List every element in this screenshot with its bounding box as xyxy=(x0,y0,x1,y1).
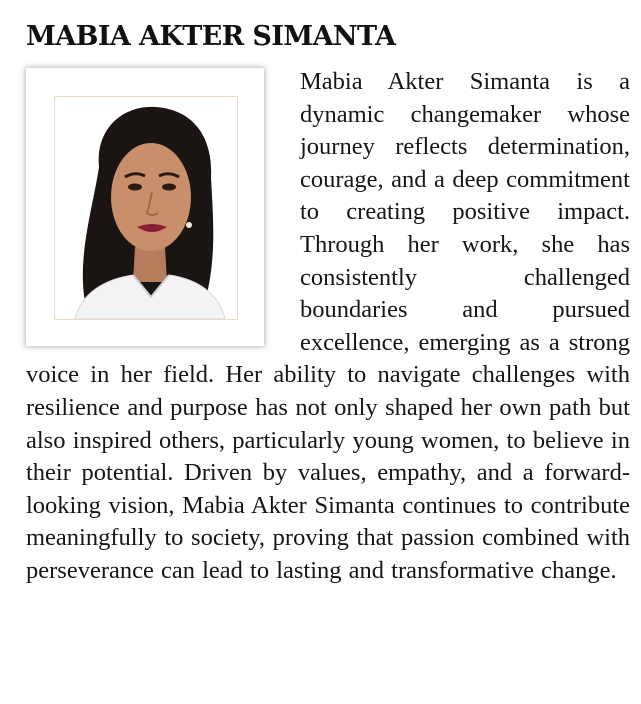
neck-shape xyxy=(133,247,167,282)
article xyxy=(26,18,630,588)
profile-bio-paragraph: Mabia Akter Simanta is a dynamic changemaker whose journey reflects determination, courage, and a deep commitment to creating positive impact. Through her work, she has consistently challenged boundaries and pursued excellence, emerging as a strong voice in her field. Her ability to navigate challenges with resilience and purpose has not only shaped her own path but also inspired others, particularly young women, to believe in their potential. Driven by values, empathy, and a forward-looking vision, Mabia Akter Simanta continues to contribute meaningfully to society, proving that passion combined with perseverance can lead to lasting and transformative change. xyxy=(26,68,630,584)
earring xyxy=(186,222,192,228)
portrait-photo-frame xyxy=(26,68,264,346)
left-eye xyxy=(128,184,142,191)
portrait-illustration xyxy=(55,97,237,319)
portrait-photo xyxy=(54,96,238,320)
profile-name-heading: MABIA AKTER SIMANTA xyxy=(26,21,396,52)
right-eye xyxy=(162,184,176,191)
